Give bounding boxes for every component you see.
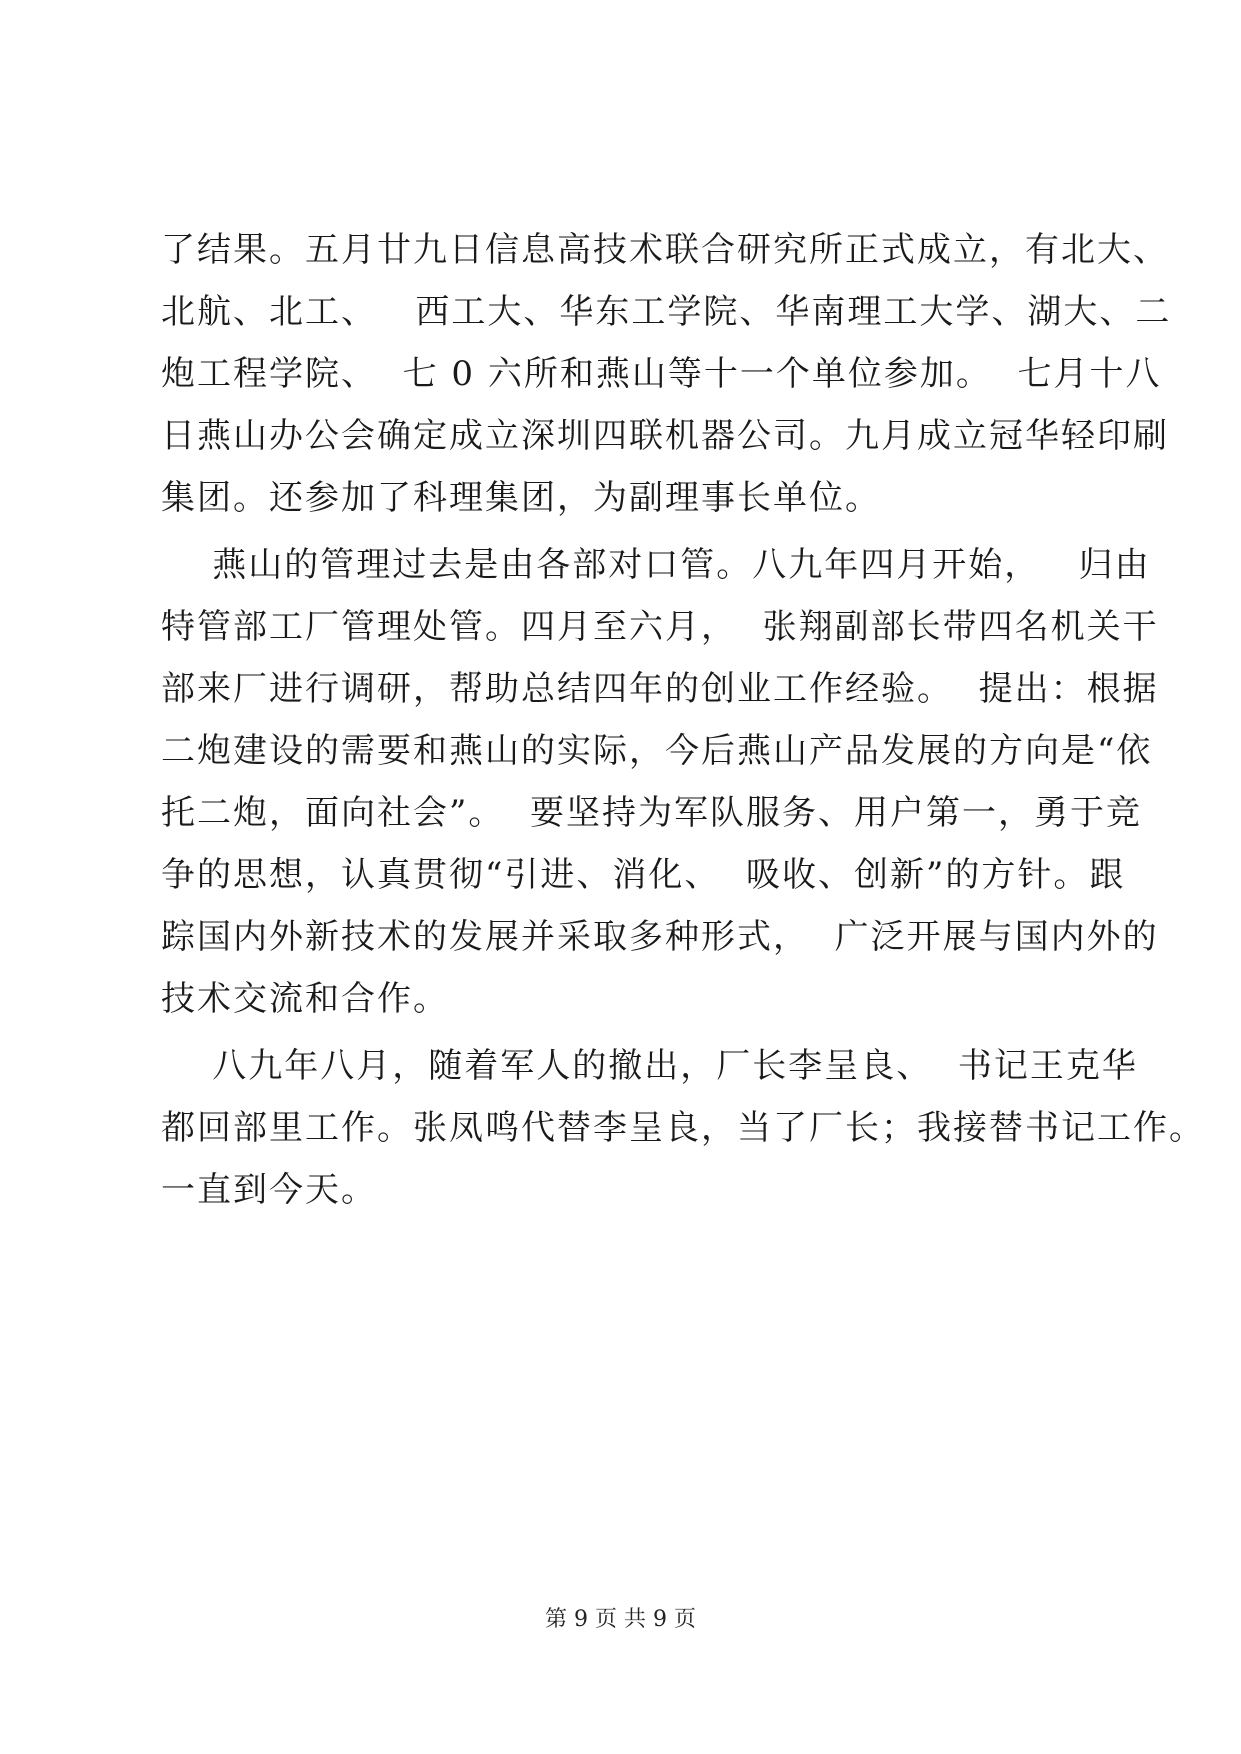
text-line: 一直到今天。 — [161, 1170, 377, 1210]
text-line: 二炮建设的需要和燕山的实际，今后燕山产品发展的方向是“依 — [161, 731, 1153, 771]
text-line: 争的思想，认真贯彻“引进、消化、 吸收、创新”的方针。跟 — [161, 855, 1126, 895]
text-line: 部来厂进行调研，帮助总结四年的创业工作经验。 提出：根据 — [161, 669, 1159, 709]
text-line: 踪国内外新技术的发展并采取多种形式， 广泛开展与国内外的 — [161, 917, 1159, 957]
text-line: 集团。还参加了科理集团，为副理事长单位。 — [161, 478, 881, 518]
page-number-footer: 第 9 页 共 9 页 — [545, 1607, 696, 1632]
text-line: 特管部工厂管理处管。四月至六月， 张翔副部长带四名机关干 — [161, 607, 1159, 647]
text-line: 技术交流和合作。 — [161, 979, 449, 1019]
text-line: 都回部里工作。张凤鸣代替李呈良，当了厂长；我接替书记工作。 — [161, 1108, 1205, 1148]
text-line: 了结果。五月廿九日信息高技术联合研究所正式成立，有北大、 — [161, 230, 1169, 270]
text-line: 炮工程学院、 七 0 六所和燕山等十一个单位参加。 七月十八 — [161, 354, 1162, 394]
text-line: 北航、北工、 西工大、华东工学院、华南理工大学、湖大、二 — [161, 292, 1172, 332]
text-line: 托二炮，面向社会”。 要坚持为军队服务、用户第一，勇于竞 — [161, 793, 1142, 833]
text-line: 八九年八月，随着军人的撤出，厂长李呈良、 书记王克华 — [161, 1046, 1138, 1086]
text-line: 燕山的管理过去是由各部对口管。八九年四月开始， 归由 — [161, 545, 1151, 585]
text-line: 日燕山办公会确定成立深圳四联机器公司。九月成立冠华轻印刷 — [161, 416, 1169, 456]
